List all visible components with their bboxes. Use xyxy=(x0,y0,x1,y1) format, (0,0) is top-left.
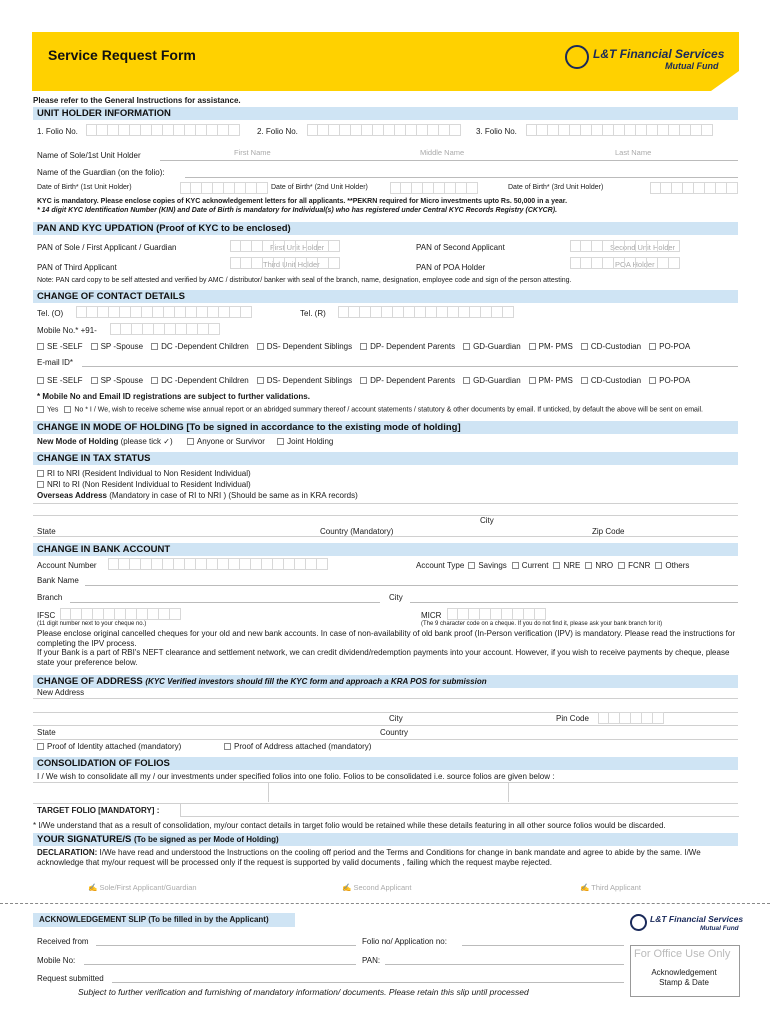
ack-mobile-label: Mobile No: xyxy=(37,956,76,965)
request-submitted-input[interactable] xyxy=(112,982,624,983)
mobile-relation-label: DC -Dependent Children xyxy=(161,342,249,351)
last-name-hint: Last Name xyxy=(615,148,652,157)
section-unit-holder: UNIT HOLDER INFORMATION xyxy=(33,107,738,120)
signature-title-sub: (To be signed as per Mode of Holding) xyxy=(133,835,279,844)
account-type-checkbox[interactable] xyxy=(468,562,475,569)
overseas-rest: (Mandatory in case of RI to NRI ) (Should be same as in KRA records) xyxy=(109,491,358,500)
proof-address xyxy=(224,742,371,751)
ack-pan-input[interactable] xyxy=(385,964,624,965)
mobile-relation-checkbox[interactable] xyxy=(649,343,656,350)
proof-identity-checkbox[interactable] xyxy=(37,743,44,750)
email-relation-checkbox[interactable] xyxy=(37,377,44,384)
account-type-label: FCNR xyxy=(628,561,651,570)
account-type-option[interactable] xyxy=(585,561,613,570)
account-number-label: Account Number xyxy=(37,561,97,570)
email-relation-checkbox[interactable] xyxy=(649,377,656,384)
holding-tick-hint: (please tick ✓) xyxy=(120,437,173,446)
yes-label: Yes xyxy=(47,406,59,414)
section-consolidation: CONSOLIDATION OF FOLIOS xyxy=(33,757,738,770)
proof-identity xyxy=(37,742,181,751)
joint-holding-checkbox[interactable] xyxy=(277,438,284,445)
account-type-checkbox[interactable] xyxy=(618,562,625,569)
mobile-relation-label: CD-Custodian xyxy=(590,342,642,351)
pan-4-label: PAN of POA Holder xyxy=(416,263,486,272)
bank-name-label: Bank Name xyxy=(37,576,79,585)
account-type-checkbox[interactable] xyxy=(553,562,560,569)
nri-to-ri-option[interactable] xyxy=(37,480,251,489)
mobile-relation-label: SE -SELF xyxy=(47,342,83,351)
folio-3-label: 3. Folio No. xyxy=(476,127,517,136)
bank-instructions-2: If your Bank is a part of RBI's NEFT clearance and settlement network, we can credit dividend/redemption payments into your account. However, if you wish to receive payments by cheque, please state your preference below. xyxy=(37,648,730,667)
holding-row xyxy=(37,437,333,446)
source-folios-input[interactable] xyxy=(33,782,738,804)
pan-4-input[interactable] xyxy=(570,257,680,269)
mobile-relation-checkbox[interactable] xyxy=(529,343,536,350)
pin-code-input[interactable] xyxy=(598,712,664,724)
ri-to-nri-option[interactable] xyxy=(37,469,251,478)
section-contact: CHANGE OF CONTACT DETAILS xyxy=(33,290,738,303)
logo-text: L&T Financial Services xyxy=(593,47,725,61)
pan-2-label: PAN of Second Applicant xyxy=(416,243,505,252)
email-relation-options xyxy=(37,376,698,385)
bank-city-input[interactable] xyxy=(410,602,738,603)
tax-country-label: Country (Mandatory) xyxy=(320,527,394,536)
consolidation-note: * I/We understand that as a result of consolidation, my/our contact details in target folio would be retained while these details featuring in all other source folios would be discarded. xyxy=(33,821,666,830)
ack-stamp-2: Stamp & Date xyxy=(659,978,709,987)
mobile-relation-label: DP- Dependent Parents xyxy=(370,342,456,351)
overseas-bold: Overseas Address xyxy=(37,491,107,500)
email-input[interactable] xyxy=(82,366,738,367)
kyc-note-2: * 14 digit KYC Identification Number (KIN) and Date of Birth is mandatory for Individual(s) who has registered under Central KYC Records Registry (CKYCR). xyxy=(37,207,558,214)
folio-divider-1 xyxy=(268,782,269,802)
email-relation-label: DS- Dependent Siblings xyxy=(266,376,353,385)
email-relation-label: CD-Custodian xyxy=(590,376,642,385)
mobile-relation-label: PM- PMS xyxy=(538,342,573,351)
name-label: Name of Sole/1st Unit Holder xyxy=(37,151,141,160)
section-signature xyxy=(33,833,738,846)
guardian-input[interactable] xyxy=(185,177,738,178)
address-line-3 xyxy=(33,725,738,726)
new-address-label: New Address xyxy=(37,688,85,697)
email-relation-label: SE -SELF xyxy=(47,376,83,385)
ifsc-label: IFSC xyxy=(37,611,56,620)
sig-3[interactable] xyxy=(580,883,641,892)
email-relation-checkbox[interactable] xyxy=(581,377,588,384)
nri-to-ri-checkbox[interactable] xyxy=(37,481,44,488)
mobile-relation-label: GD-Guardian xyxy=(473,342,521,351)
micr-input[interactable] xyxy=(447,608,546,620)
pan-1-input[interactable] xyxy=(230,240,340,252)
joint-holding-label: Joint Holding xyxy=(287,437,334,446)
ack-pan-label: PAN: xyxy=(362,956,381,965)
branch-label: Branch xyxy=(37,593,63,602)
declaration-label: DECLARATION: xyxy=(37,848,98,857)
account-type-checkbox[interactable] xyxy=(655,562,662,569)
mobile-email-note: * Mobile No and Email ID registrations are subject to further validations. xyxy=(37,392,310,401)
pan-note: Note: PAN card copy to be self attested and verified by AMC / distributor/ banker with seal of the branch, name, designation, employee code and sign of the person attesting. xyxy=(37,277,572,284)
folio-2-label: 2. Folio No. xyxy=(257,127,298,136)
instruction-text: Please refer to the General Instructions for assistance. xyxy=(33,96,241,105)
bank-name-input[interactable] xyxy=(85,585,738,586)
section-holding: CHANGE IN MODE OF HOLDING [To be signed in accordance to the existing mode of holding] xyxy=(33,421,738,434)
anyone-survivor-checkbox[interactable] xyxy=(187,438,194,445)
folio-app-input[interactable] xyxy=(462,945,624,946)
mobile-relation-label: DS- Dependent Siblings xyxy=(266,342,353,351)
account-number-input[interactable] xyxy=(108,558,328,570)
account-type-option[interactable] xyxy=(655,561,689,570)
ri-to-nri-label: RI to NRI (Resident Individual to Non Resident Individual) xyxy=(47,469,251,478)
mobile-relation-option[interactable] xyxy=(649,342,690,351)
mobile-relation-label: SP -Spouse xyxy=(100,342,144,351)
email-relation-option[interactable] xyxy=(360,376,455,385)
consolidation-text: I / We wish to consolidate all my / our investments under specified folios into one folio. Folios to be consolidated i.e. source folios are given below : xyxy=(37,772,555,781)
tel-o-input[interactable] xyxy=(76,306,252,318)
dob-3-input[interactable] xyxy=(650,182,738,194)
account-type-option[interactable] xyxy=(553,561,580,570)
section-address xyxy=(33,675,738,688)
section-bank: CHANGE IN BANK ACCOUNT xyxy=(33,543,738,556)
lt-logo-icon xyxy=(630,914,647,931)
branch-input[interactable] xyxy=(70,602,380,603)
mobile-relation-label: PO-POA xyxy=(659,342,691,351)
mobile-relation-option[interactable] xyxy=(581,342,641,351)
micr-note: (The 9 character code on a cheque. If you do not find it, please ask your bank branch for it) xyxy=(421,621,663,627)
bank-city-label: City xyxy=(389,593,403,602)
pen-icon: ✍ xyxy=(342,883,352,892)
account-type-option[interactable] xyxy=(618,561,650,570)
proof-identity-label: Proof of Identity attached (mandatory) xyxy=(47,742,182,751)
pin-code-label: Pin Code xyxy=(556,714,589,723)
folio-2-input[interactable] xyxy=(307,124,461,136)
request-submitted-label: Request submitted xyxy=(37,974,104,983)
email-relation-option[interactable] xyxy=(37,376,83,385)
email-relation-option[interactable] xyxy=(91,376,144,385)
email-relation-checkbox[interactable] xyxy=(91,377,98,384)
account-type-label: Savings xyxy=(478,561,507,570)
mobile-relation-checkbox[interactable] xyxy=(37,343,44,350)
target-folio-input[interactable] xyxy=(180,803,739,817)
dob-3-label: Date of Birth* (3rd Unit Holder) xyxy=(508,184,604,191)
holding-label: New Mode of Holding xyxy=(37,437,119,446)
tel-r-label: Tel. (R) xyxy=(300,309,326,318)
mobile-relation-checkbox[interactable] xyxy=(463,343,470,350)
mobile-relation-option[interactable] xyxy=(151,342,249,351)
received-from-label: Received from xyxy=(37,937,89,946)
address-state-label: State xyxy=(37,728,56,737)
ack-mobile-input[interactable] xyxy=(84,964,356,965)
bank-instructions-1: Please enclose original cancelled cheques for your old and new bank accounts. In case of non-availability of old bank proof (In-Person verification (IPV) is mandatory. Please read the instructions for completing the IPV process. xyxy=(37,629,736,648)
pan-2-hint: Second Unit Holder xyxy=(610,243,676,252)
no-label: No * I / We, wish to receive scheme wise annual report or an abridged summary thereof / account statements / statutory & other documents by email. If unticked, by default the above will be sent on email. xyxy=(74,406,704,414)
account-type-checkbox[interactable] xyxy=(585,562,592,569)
ack-logo-sub: Mutual Fund xyxy=(700,925,739,932)
email-relation-option[interactable] xyxy=(529,376,573,385)
account-type-options xyxy=(416,561,694,570)
mobile-relation-option[interactable] xyxy=(257,342,352,351)
name-input[interactable] xyxy=(160,160,738,161)
pan-2-input[interactable] xyxy=(570,240,680,252)
email-relation-label: SP -Spouse xyxy=(100,376,144,385)
account-type-checkbox[interactable] xyxy=(512,562,519,569)
section-pan-kyc: PAN AND KYC UPDATION (Proof of KYC to be enclosed) xyxy=(33,222,738,235)
account-type-label: Others xyxy=(665,561,690,570)
email-relation-option[interactable] xyxy=(649,376,690,385)
middle-name-hint: Middle Name xyxy=(420,148,465,157)
pen-icon: ✍ xyxy=(580,883,590,892)
ifsc-note: (11 digit number next to your cheque no.) xyxy=(37,621,147,627)
email-relation-label: DC -Dependent Children xyxy=(161,376,249,385)
pan-3-hint: Third Unit Holder xyxy=(263,260,320,269)
office-use-label: For Office Use Only xyxy=(634,948,731,960)
sig-2[interactable] xyxy=(342,883,411,892)
ack-logo-text: L&T Financial Services xyxy=(650,914,744,924)
logo-subtext: Mutual Fund xyxy=(665,61,719,71)
mobile-relation-checkbox[interactable] xyxy=(360,343,367,350)
sig-1[interactable] xyxy=(88,883,197,892)
email-relation-checkbox[interactable] xyxy=(360,377,367,384)
dob-1-input[interactable] xyxy=(180,182,268,194)
no-checkbox[interactable] xyxy=(64,406,71,413)
yes-checkbox[interactable] xyxy=(37,406,44,413)
overseas-address-label xyxy=(37,491,358,500)
email-relation-option[interactable] xyxy=(581,376,641,385)
pan-3-input[interactable] xyxy=(230,257,340,269)
declaration xyxy=(37,848,735,867)
address-country-label: Country xyxy=(380,728,409,737)
ack-logo xyxy=(630,912,744,934)
mobile-relation-option[interactable] xyxy=(91,342,144,351)
nri-to-ri-label: NRI to RI (Non Resident Individual to Resident Individual) xyxy=(47,480,251,489)
tax-zip-label: Zip Code xyxy=(592,527,625,536)
email-relation-checkbox[interactable] xyxy=(151,377,158,384)
proof-address-label: Proof of Address attached (mandatory) xyxy=(234,742,372,751)
sig-1-label: Sole/First Applicant/Guardian xyxy=(99,883,197,892)
mobile-label: Mobile No.* +91- xyxy=(37,326,97,335)
email-relation-label: GD-Guardian xyxy=(473,376,521,385)
pan-1-hint: First Unit Holder xyxy=(270,243,325,252)
dob-2-label: Date of Birth* (2nd Unit Holder) xyxy=(271,184,368,191)
email-relation-checkbox[interactable] xyxy=(463,377,470,384)
email-preference xyxy=(37,406,703,413)
micr-label: MICR xyxy=(421,611,442,620)
guardian-label: Name of the Guardian (on the folio): xyxy=(37,168,165,177)
address-title: CHANGE OF ADDRESS xyxy=(37,676,143,687)
dob-2-input[interactable] xyxy=(390,182,478,194)
mobile-relation-option[interactable] xyxy=(529,342,573,351)
proof-address-checkbox[interactable] xyxy=(224,743,231,750)
first-name-hint: First Name xyxy=(234,148,271,157)
mobile-relation-option[interactable] xyxy=(360,342,455,351)
mobile-relation-checkbox[interactable] xyxy=(91,343,98,350)
dob-1-label: Date of Birth* (1st Unit Holder) xyxy=(37,184,132,191)
email-relation-option[interactable] xyxy=(257,376,352,385)
folio-3-input[interactable] xyxy=(526,124,713,136)
sig-2-label: Second Applicant xyxy=(353,883,412,892)
folio-app-label: Folio no/ Application no: xyxy=(362,937,447,946)
email-relation-label: DP- Dependent Parents xyxy=(370,376,456,385)
email-relation-option[interactable] xyxy=(463,376,521,385)
account-type-option[interactable] xyxy=(468,561,506,570)
received-from-input[interactable] xyxy=(96,945,356,946)
mobile-input[interactable] xyxy=(110,323,220,335)
account-type-label: NRE xyxy=(563,561,581,570)
email-relation-label: PO-POA xyxy=(659,376,691,385)
account-type-label: Account Type xyxy=(416,561,465,570)
mobile-relation-checkbox[interactable] xyxy=(257,343,264,350)
signature-title: YOUR SIGNATURE/S xyxy=(37,834,132,845)
account-type-label: Current xyxy=(521,561,549,570)
ack-footer: Subject to further verification and furnishing of mandatory information/ documents. Please retain this slip until processed xyxy=(78,987,529,997)
cut-line xyxy=(0,903,770,904)
ack-stamp-1: Acknowledgement xyxy=(651,968,717,977)
tel-r-input[interactable] xyxy=(338,306,514,318)
pan-1-label: PAN of Sole / First Applicant / Guardian xyxy=(37,243,177,252)
email-label: E-mail ID* xyxy=(37,358,74,367)
folio-divider-2 xyxy=(508,782,509,802)
mobile-relation-options xyxy=(37,342,698,351)
form-title: Service Request Form xyxy=(48,47,196,63)
tel-o-label: Tel. (O) xyxy=(37,309,64,318)
address-city-label: City xyxy=(389,714,403,723)
mobile-relation-checkbox[interactable] xyxy=(581,343,588,350)
pan-3-label: PAN of Third Applicant xyxy=(37,263,117,272)
mobile-relation-option[interactable] xyxy=(463,342,521,351)
tax-city-label: City xyxy=(480,516,494,525)
lt-logo-icon xyxy=(565,45,589,69)
mobile-relation-option[interactable] xyxy=(37,342,83,351)
section-tax-status: CHANGE IN TAX STATUS xyxy=(33,452,738,465)
email-relation-label: PM- PMS xyxy=(538,376,573,385)
declaration-text: I/We have read and understood the Instructions on the cooling off period and the Terms and Conditions for change in bank mandate and agree to abide by the same. I/We acknowledge that my/our request will be processed only if the request is supported by valid documents , failing which the request maybe rejected. xyxy=(37,848,701,867)
ifsc-input[interactable] xyxy=(60,608,181,620)
tax-state-label: State xyxy=(37,527,56,536)
brand-logo xyxy=(565,45,735,75)
email-relation-option[interactable] xyxy=(151,376,249,385)
sig-3-label: Third Applicant xyxy=(591,883,641,892)
mobile-relation-checkbox[interactable] xyxy=(151,343,158,350)
anyone-survivor-label: Anyone or Survivor xyxy=(196,437,265,446)
account-type-option[interactable] xyxy=(512,561,549,570)
kyc-note-1: KYC is mandatory. Please enclose copies of KYC acknowledgement letters for all applicants. **PEKRN required for Micro investments upto Rs. 50,000 in a year. xyxy=(37,198,568,205)
pan-4-hint: POA Holder xyxy=(615,260,655,269)
ri-to-nri-checkbox[interactable] xyxy=(37,470,44,477)
folio-1-input[interactable] xyxy=(86,124,240,136)
target-folio-label: TARGET FOLIO [MANDATORY] : xyxy=(37,806,160,815)
pen-icon: ✍ xyxy=(88,883,98,892)
account-type-label: NRO xyxy=(595,561,614,570)
email-relation-checkbox[interactable] xyxy=(529,377,536,384)
ack-title: ACKNOWLEDGEMENT SLIP (To be filled in by the Applicant) xyxy=(33,913,295,927)
overseas-address-line xyxy=(33,515,738,516)
folio-1-label: 1. Folio No. xyxy=(37,127,78,136)
address-title-sub: (KYC Verified investors should fill the KYC form and approach a KRA POS for submission xyxy=(145,677,487,686)
email-relation-checkbox[interactable] xyxy=(257,377,264,384)
